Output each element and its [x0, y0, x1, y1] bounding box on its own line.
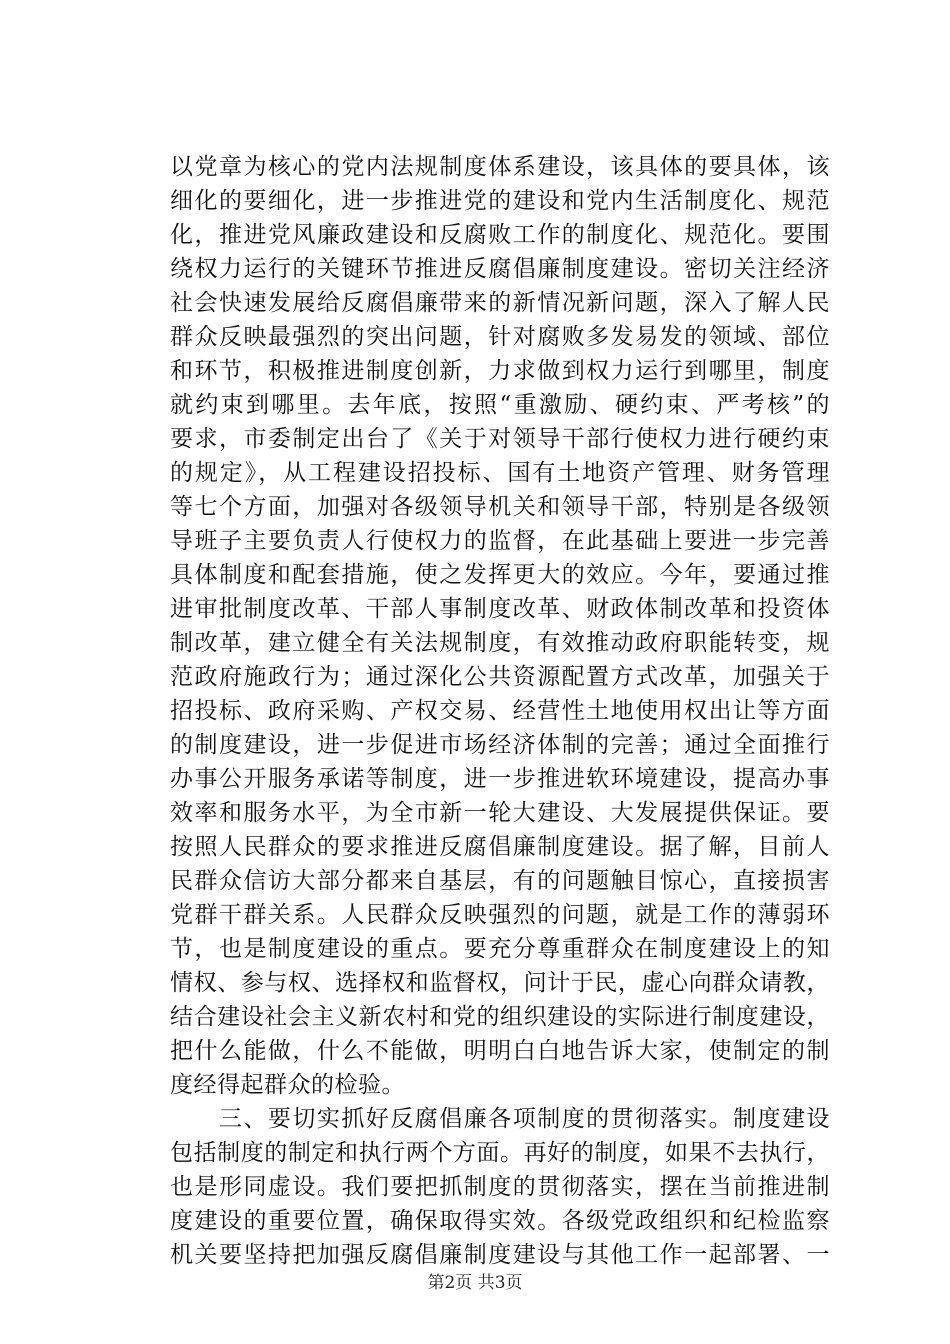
text-line: 包括制度的制定和执行两个方面。再好的制度，如果不去执行，: [170, 1140, 830, 1166]
text-line: 要求，市委制定出台了《关于对领导干部行使权力进行硬约束: [170, 426, 830, 452]
text-line: 制改革，建立健全有关法规制度，有效推动政府职能转变，规: [170, 630, 830, 656]
text-line: 度建设的重要位置，确保取得实效。各级党政组织和纪检监察: [170, 1208, 830, 1234]
text-line: 度经得起群众的检验。: [170, 1072, 405, 1098]
text-line: 办事公开服务承诺等制度，进一步推进软环境建设，提高办事: [170, 766, 830, 792]
text-line: 民群众信访大部分都来自基层，有的问题触目惊心，直接损害: [170, 868, 830, 894]
text-line: 细化的要细化，进一步推进党的建设和党内生活制度化、规范: [170, 188, 830, 214]
text-line: 绕权力运行的关键环节推进反腐倡廉制度建设。密切关注经济: [170, 256, 830, 282]
page-footer: 第2页 共3页: [427, 1273, 523, 1293]
text-line: 社会快速发展给反腐倡廉带来的新情况新问题，深入了解人民: [170, 290, 830, 316]
text-line: 效率和服务水平，为全市新一轮大建设、大发展提供保证。要: [170, 800, 830, 826]
text-line: 的制度建设，进一步促进市场经济体制的完善；通过全面推行: [170, 732, 830, 758]
text-line: 党群干群关系。人民群众反映强烈的问题，就是工作的薄弱环: [170, 902, 830, 928]
text-line: 的规定》，从工程建设招投标、国有土地资产管理、财务管理: [170, 460, 830, 486]
text-line: 招投标、政府采购、产权交易、经营性土地使用权出让等方面: [170, 698, 830, 724]
text-line: 和环节，积极推进制度创新，力求做到权力运行到哪里，制度: [170, 358, 830, 384]
text-line: 也是形同虚设。我们要把抓制度的贯彻落实，摆在当前推进制: [170, 1174, 830, 1200]
text-line: 三、要切实抓好反腐倡廉各项制度的贯彻落实。制度建设: [170, 1106, 830, 1132]
text-line: 导班子主要负责人行使权力的监督，在此基础上要进一步完善: [170, 528, 830, 554]
text-line: 进审批制度改革、干部人事制度改革、财政体制改革和投资体: [170, 596, 830, 622]
text-line: 范政府施政行为；通过深化公共资源配置方式改革，加强关于: [170, 664, 830, 690]
text-line: 机关要坚持把加强反腐倡廉制度建设与其他工作一起部署、一: [170, 1242, 830, 1268]
text-line: 结合建设社会主义新农村和党的组织建设的实际进行制度建设，: [170, 1004, 830, 1030]
text-line: 具体制度和配套措施，使之发挥更大的效应。今年，要通过推: [170, 562, 830, 588]
text-line: 群众反映最强烈的突出问题，针对腐败多发易发的领域、部位: [170, 324, 830, 350]
text-line: 等七个方面，加强对各级领导机关和领导干部，特别是各级领: [170, 494, 830, 520]
text-line: 节，也是制度建设的重点。要充分尊重群众在制度建设上的知: [170, 936, 830, 962]
text-line: 以党章为核心的党内法规制度体系建设，该具体的要具体，该: [170, 154, 830, 180]
text-line: 就约束到哪里。去年底，按照“重激励、硬约束、严考核”的: [170, 392, 830, 418]
text-line: 情权、参与权、选择权和监督权，问计于民，虚心向群众请教，: [170, 970, 830, 996]
text-line: 化，推进党风廉政建设和反腐败工作的制度化、规范化。要围: [170, 222, 830, 248]
text-line: 把什么能做，什么不能做，明明白白地告诉大家，使制定的制: [170, 1038, 830, 1064]
text-line: 按照人民群众的要求推进反腐倡廉制度建设。据了解，目前人: [170, 834, 830, 860]
document-body: [170, 150, 830, 1272]
